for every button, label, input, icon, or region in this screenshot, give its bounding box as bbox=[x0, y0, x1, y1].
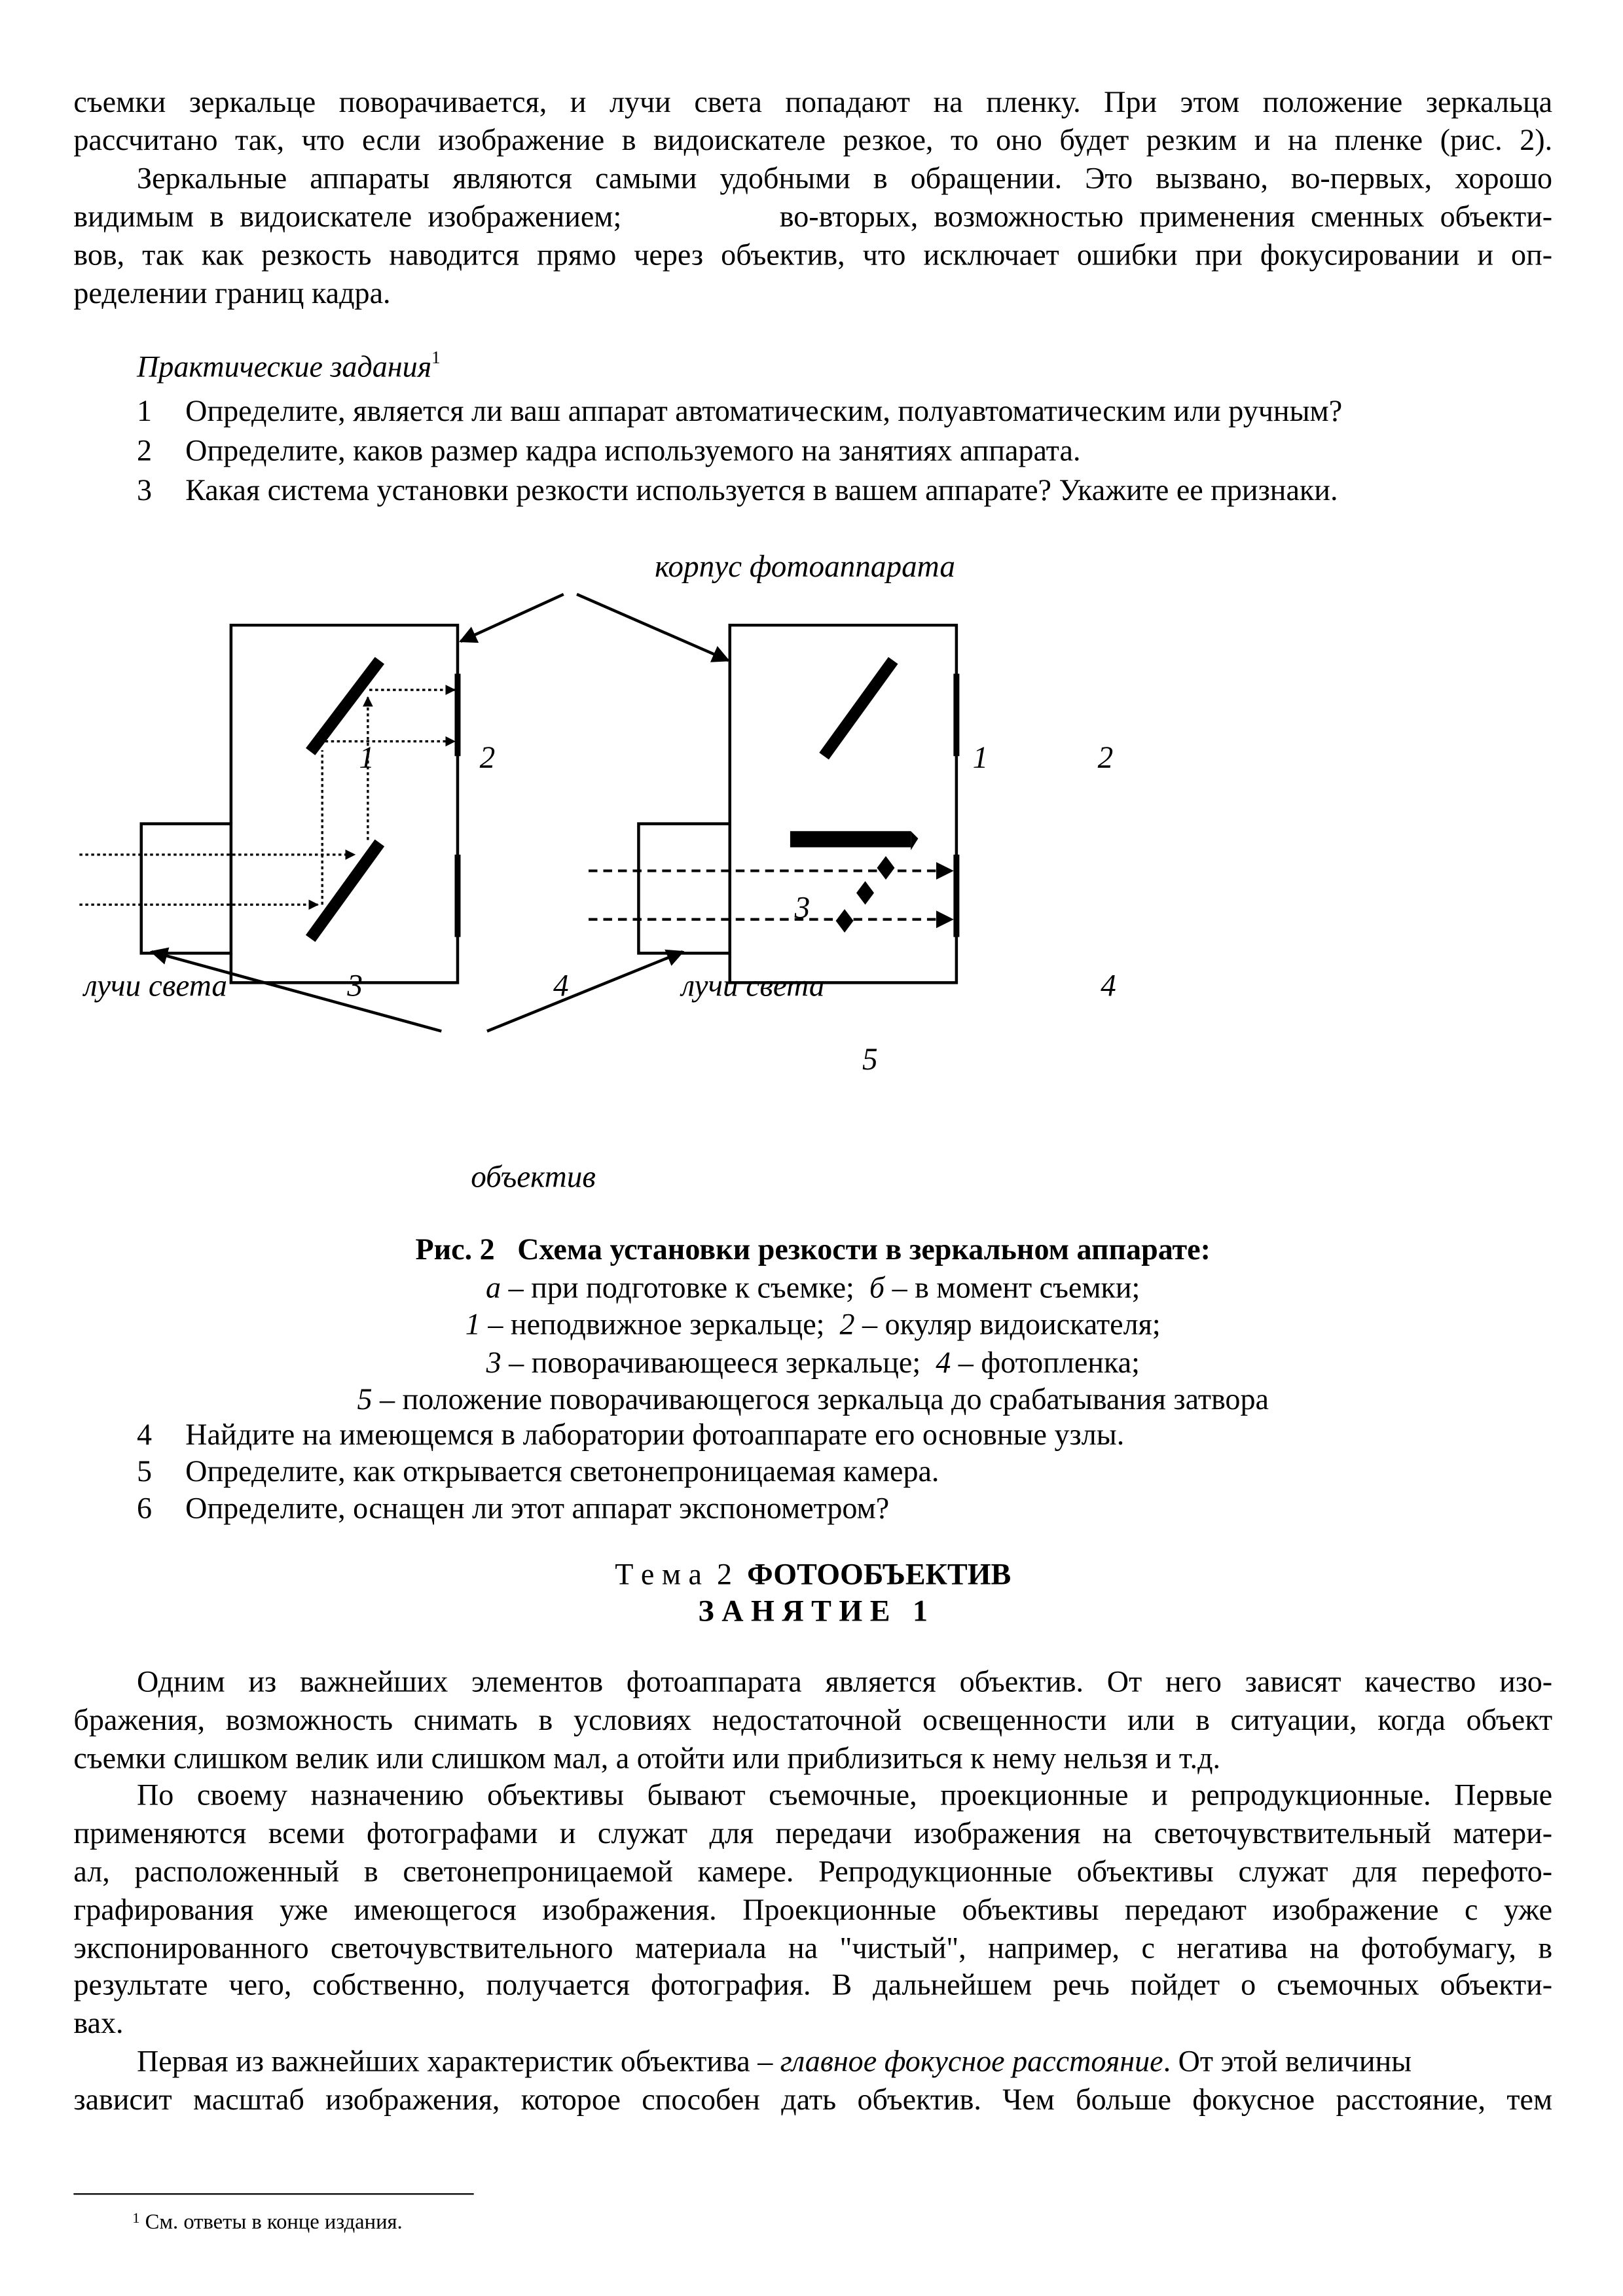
text-line: Одним из важнейших элементов фотоаппарата является объектив. От него зависят качество изо- bbox=[137, 1666, 1553, 1699]
rotated-mirror-b bbox=[790, 831, 911, 848]
figure-caption bbox=[73, 1232, 1552, 1420]
label-a1: 1 bbox=[359, 740, 374, 776]
body-paragraphs bbox=[73, 1665, 1552, 2121]
rotating-mirror-a bbox=[310, 843, 380, 939]
footnote-text: См. ответы в конце издания. bbox=[145, 2210, 403, 2234]
caption-text: – неподвижное зеркальце; bbox=[480, 1309, 840, 1342]
fixed-mirror-b bbox=[824, 660, 894, 756]
label-camera-body: корпус фотоаппарата bbox=[655, 548, 955, 584]
label-a4: 4 bbox=[553, 967, 569, 1003]
caption-line bbox=[73, 1345, 1552, 1382]
pointer-arrow bbox=[460, 594, 563, 641]
task-item bbox=[73, 1455, 1552, 1492]
text-line: видимым в видоискателе изображением; во-вторых, возможностью применения сменных объекти- bbox=[73, 201, 1553, 234]
caption-text: – поворачивающееся зеркальце; bbox=[501, 1346, 936, 1380]
fixed-mirror-a bbox=[310, 660, 380, 751]
text-line bbox=[73, 2045, 1552, 2083]
topic-heading bbox=[73, 1558, 1552, 1631]
text-line: съемки зеркальце поворачивается, и лучи света попадают на пленку. При этом положение зеркальца bbox=[73, 86, 1553, 120]
topic-title bbox=[73, 1558, 1552, 1594]
caption-text: – положение поворачивающегося зеркальца до срабатывания затвора bbox=[372, 1384, 1269, 1417]
caption-key: а bbox=[486, 1271, 501, 1304]
caption-text: – окуляр видоискателя; bbox=[854, 1309, 1161, 1342]
lesson-title: З А Н Я Т И Е 1 bbox=[698, 1596, 928, 1628]
caption-line bbox=[73, 1383, 1552, 1420]
pointer-arrow bbox=[487, 952, 683, 1031]
lens-a bbox=[141, 824, 231, 954]
text-span: Первая из важнейших характеристик объектива – bbox=[137, 2046, 780, 2079]
caption-text: – в момент съемки; bbox=[884, 1271, 1140, 1304]
caption-title-text: Схема установки резкости в зеркальном аппарате: bbox=[517, 1234, 1211, 1267]
caption-title bbox=[73, 1232, 1552, 1270]
text-line: применяются всеми фотографами и служат для передачи изображения на светочувствительный матери- bbox=[73, 1818, 1553, 1851]
caption-prefix: Рис. 2 bbox=[415, 1234, 495, 1267]
label-b3: 3 bbox=[794, 889, 811, 925]
text-line: результате чего, собственно, получается фотография. В дальнейшем речь пойдет о съемочных объекти- bbox=[73, 1970, 1553, 2003]
task-item bbox=[73, 1418, 1552, 1455]
task-text: Определите, каков размер кадра используемого на занятиях аппарата. bbox=[185, 435, 1081, 468]
task-text: Определите, является ли ваш аппарат автоматическим, полуавтоматическим или ручным? bbox=[185, 395, 1343, 429]
topic-name: ФОТООБЪЕКТИВ bbox=[747, 1559, 1012, 1592]
task-number: 5 bbox=[137, 1456, 153, 1489]
text-line: зависит масштаб изображения, которое способен дать объектив. Чем больше фокусное расстояние, тем bbox=[73, 2084, 1553, 2117]
caption-line bbox=[73, 1308, 1552, 1345]
task-text: Какая система установки резкости используется в вашем аппарате? Укажите ее признаки. bbox=[185, 475, 1338, 508]
caption-key: б bbox=[869, 1271, 885, 1304]
caption-key: 1 bbox=[465, 1309, 481, 1342]
label-b5: 5 bbox=[862, 1041, 878, 1077]
text-line: ределении границ кадра. bbox=[73, 278, 391, 311]
text-line: По своему назначению объективы бывают съемочные, проекционные и репродукционные. Первые bbox=[137, 1780, 1553, 1813]
text-line: вах. bbox=[73, 2008, 124, 2041]
caption-key: 5 bbox=[357, 1384, 373, 1417]
label-b2: 2 bbox=[1097, 740, 1114, 776]
lens-b bbox=[638, 824, 729, 954]
footnote-number: 1 bbox=[132, 2210, 140, 2227]
camera-body-a bbox=[231, 625, 458, 982]
label-rays-a: лучи света bbox=[84, 967, 227, 1003]
footnote bbox=[132, 2211, 402, 2236]
caption-line bbox=[73, 1270, 1552, 1308]
task-number: 4 bbox=[137, 1419, 153, 1452]
label-b1: 1 bbox=[972, 740, 989, 776]
caption-key: 3 bbox=[486, 1346, 501, 1380]
label-b4: 4 bbox=[1101, 967, 1116, 1003]
topic-prefix: Т е м а 2 bbox=[615, 1559, 733, 1592]
task-number: 3 bbox=[137, 475, 153, 508]
label-a3: 3 bbox=[347, 967, 363, 1003]
task-text: Определите, оснащен ли этот аппарат экспонометром? bbox=[185, 1493, 890, 1526]
text-line: ал, расположенный в светонепроницаемой камере. Репродукционные объективы служат для перефото- bbox=[73, 1856, 1553, 1889]
task-number: 1 bbox=[137, 395, 153, 429]
text-span: . От этой величины bbox=[1163, 2046, 1412, 2079]
text-line: бражения, возможность снимать в условиях недостаточной освещенности или в ситуации, когда объект bbox=[73, 1704, 1553, 1737]
footnote-divider bbox=[73, 2193, 473, 2195]
text-line: съемки слишком велик или слишком мал, а отойти или приблизиться к нему нельзя и т.д. bbox=[73, 1742, 1221, 1775]
practical-tasks-continued bbox=[73, 1418, 1552, 1529]
label-a2: 2 bbox=[479, 740, 496, 776]
task-number: 2 bbox=[137, 435, 153, 468]
task-item bbox=[73, 1492, 1552, 1528]
label-rays-b: лучи света bbox=[681, 967, 825, 1003]
text-line: Зеркальные аппараты являются самыми удобными в обращении. Это вызвано, во-первых, хорошо bbox=[137, 163, 1553, 196]
pointer-arrow bbox=[577, 594, 728, 660]
emphasis-term: главное фокусное расстояние bbox=[780, 2046, 1163, 2079]
caption-key: 4 bbox=[936, 1346, 951, 1380]
footnote-mark[interactable]: 1 bbox=[431, 347, 441, 368]
task-text: Найдите на имеющемся в лаборатории фотоаппарате его основные узлы. bbox=[185, 1419, 1125, 1452]
tasks-heading-text: Практические задания bbox=[137, 351, 432, 384]
caption-text: – фотопленка; bbox=[951, 1346, 1140, 1380]
task-text: Определите, как открывается светонепроницаемая камера. bbox=[185, 1456, 939, 1489]
label-lens: объектив bbox=[471, 1159, 596, 1194]
text-line: рассчитано так, что если изображение в видоискателе резкое, то оно будет резким и на пленке (рис. 2). bbox=[73, 125, 1553, 158]
text-line: графирования уже имеющегося изображения. Проекционные объективы передают изображение с уже bbox=[73, 1894, 1553, 1927]
caption-key: 2 bbox=[839, 1309, 855, 1342]
text-line: вов, так как резкость наводится прямо через объектив, что исключает ошибки при фокусировании и оп- bbox=[73, 240, 1553, 272]
task-number: 6 bbox=[137, 1493, 153, 1526]
caption-text: – при подготовке к съемке; bbox=[501, 1271, 869, 1304]
mirror-position-before-shutter bbox=[836, 856, 895, 933]
text-line: экспонированного светочувствительного материала на "чистый", например, с негатива на фотобумагу, в bbox=[73, 1932, 1553, 1965]
